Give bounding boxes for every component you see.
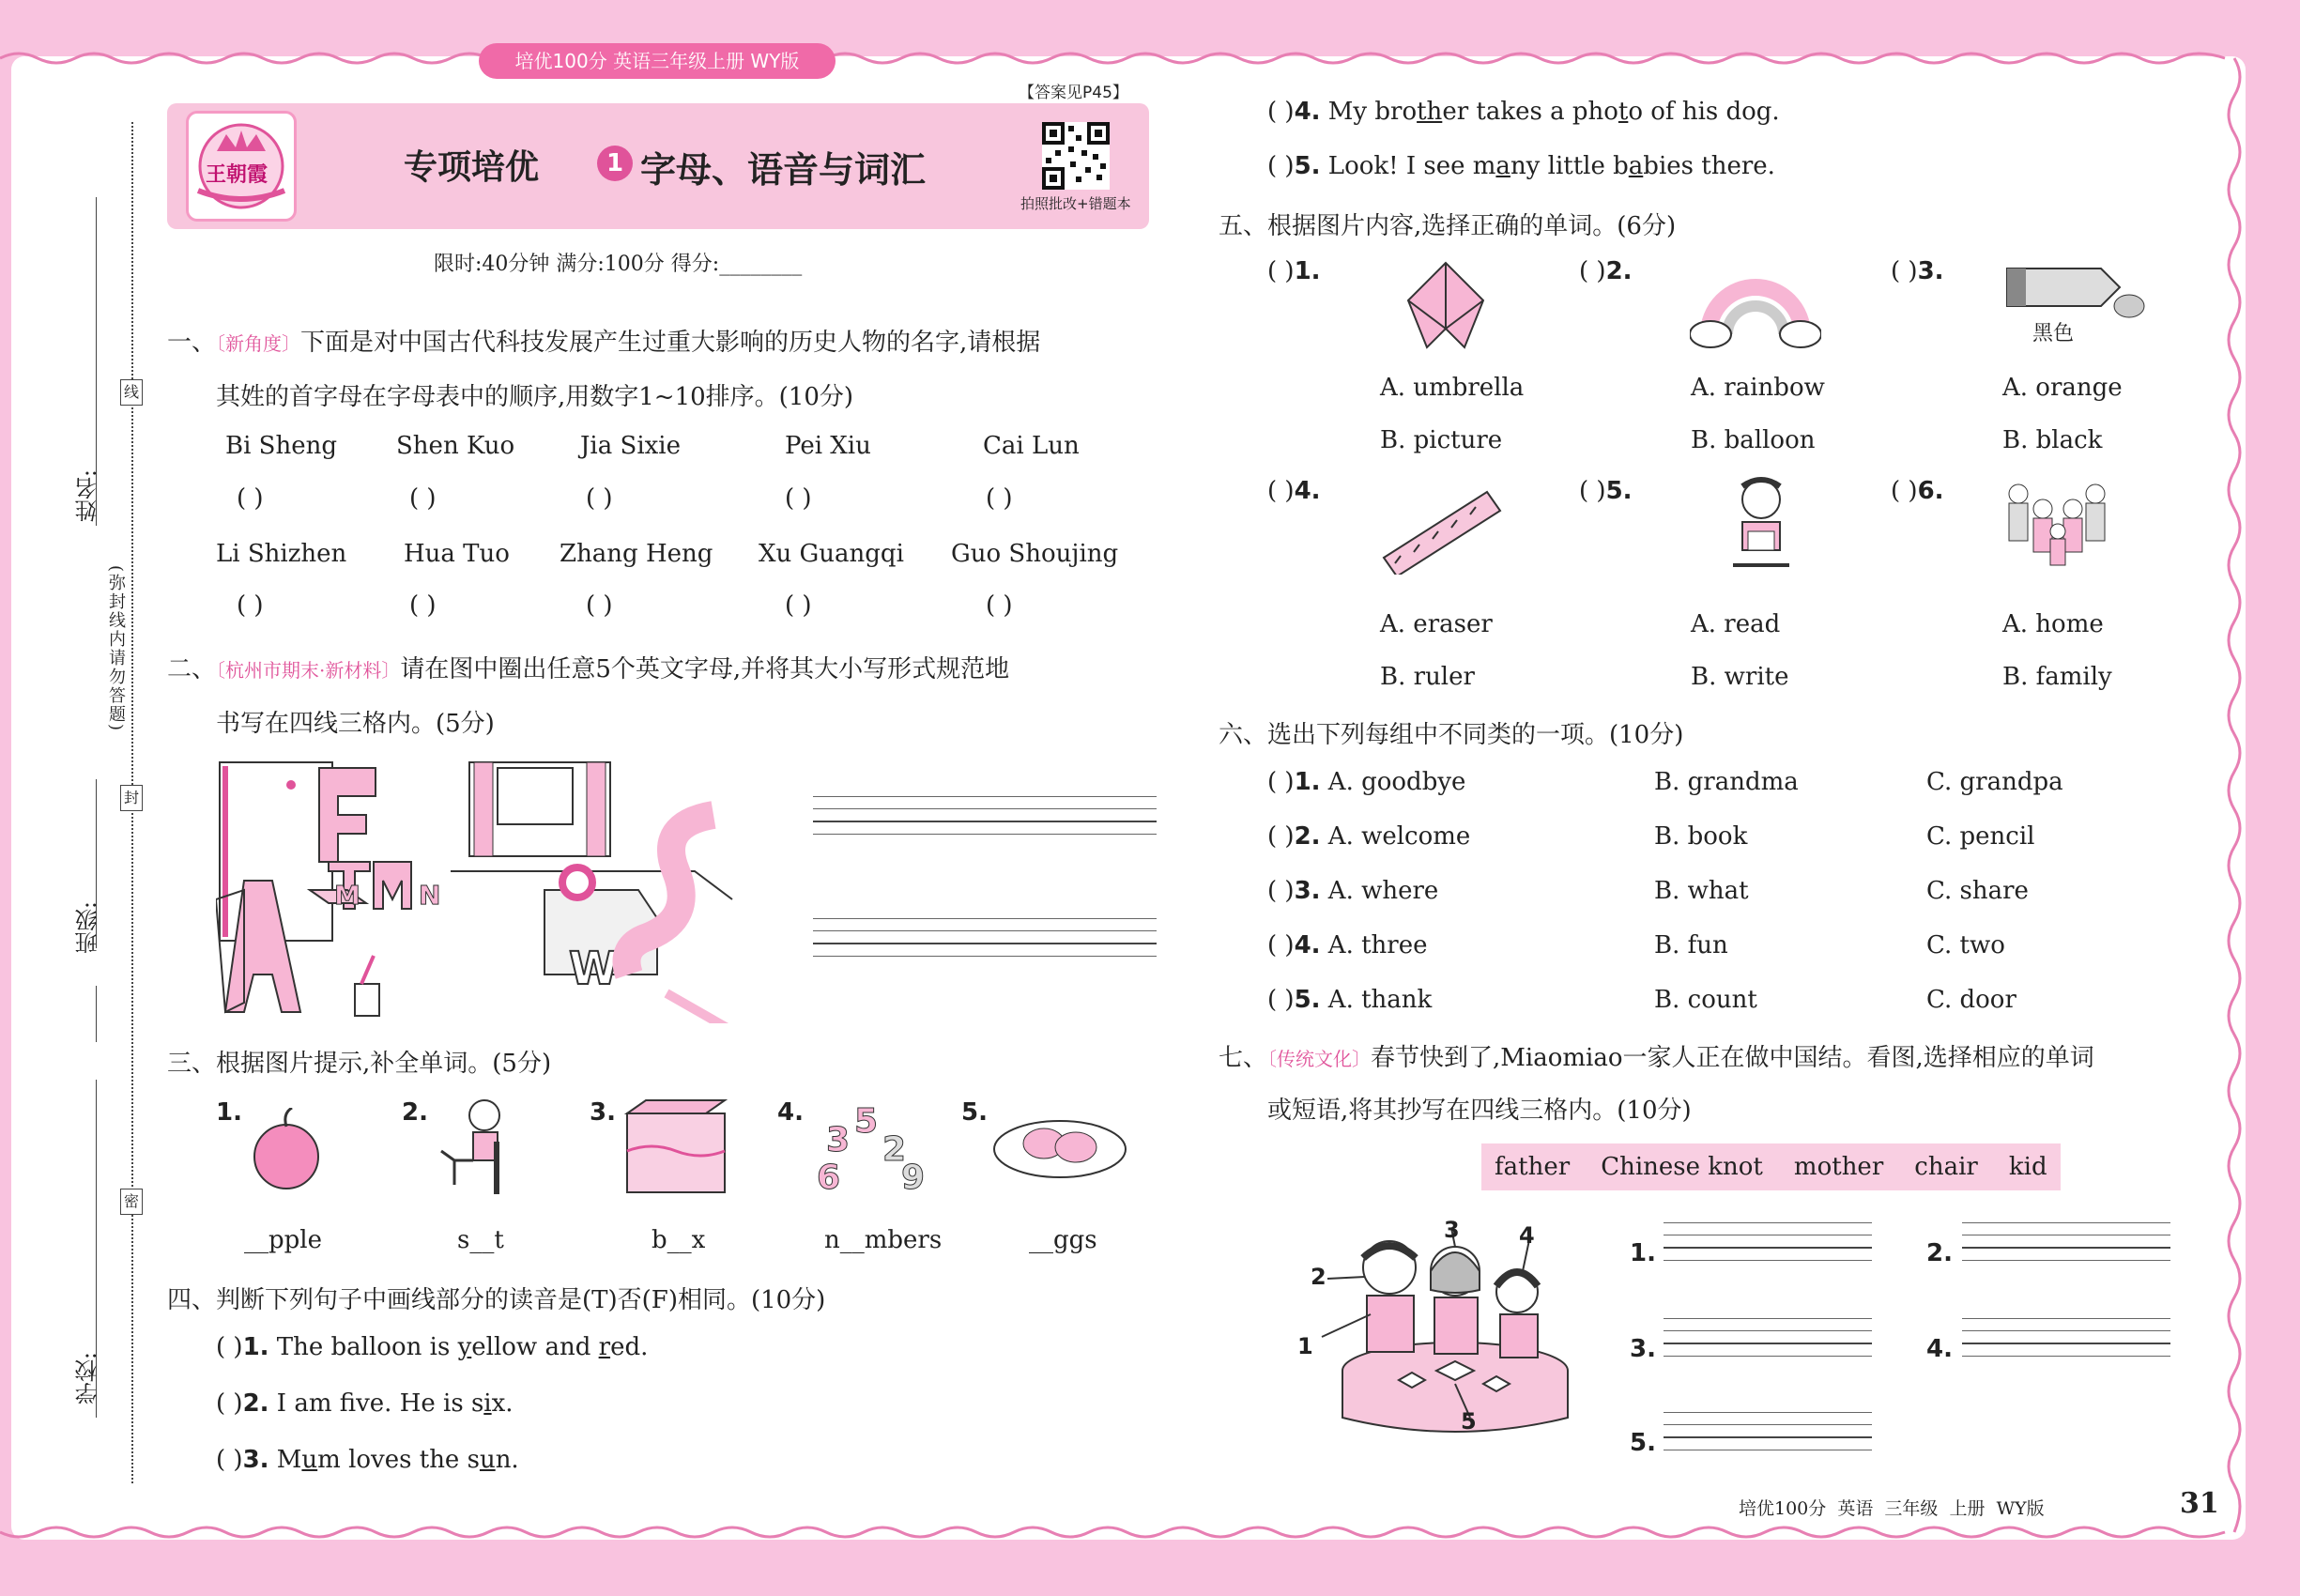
s1-name-9: Xu Guangqi [759,540,904,568]
s6-item-5-c: C. door [1926,986,2016,1014]
box-icon [620,1095,732,1198]
s7-num-1: 1. [1630,1239,1656,1267]
s4-answer-5[interactable]: ( ) [1267,152,1295,180]
binding-solid-line-4 [96,986,97,1042]
s5-answer-1[interactable]: ( ) [1267,257,1295,285]
s6-answer-3[interactable]: ( ) [1267,877,1295,905]
s2-writing-lines-1[interactable] [813,796,1157,846]
s7-callout-2: 2 [1311,1264,1326,1290]
s5-item-5-a: A. read [1691,610,1781,638]
s1-name-3: Jia Sixie [580,432,681,460]
s6-item-2-b: B. book [1654,822,1748,851]
qr-caption: 拍照批改+错题本 [1020,195,1131,212]
family-icon [1998,475,2120,578]
ruler-icon [1376,481,1508,575]
s6-item-3: ( )3. A. where [1267,877,1439,905]
apple-icon [244,1108,329,1192]
s5-item-3-num: ( )3. [1891,257,1944,285]
s1-answer-10[interactable]: ( ) [986,591,1013,620]
s3-heading: 三、根据图片提示,补全单词。(5分) [167,1050,552,1078]
s3-word-5[interactable]: __ggs [1029,1226,1097,1254]
s1-answer-2[interactable]: ( ) [409,484,437,513]
s5-answer-4[interactable]: ( ) [1267,477,1295,505]
family-chinese-knot-illustration [1296,1211,1577,1446]
s6-item-4: ( )4. A. three [1267,931,1428,959]
s5-item-6-num: ( )6. [1891,477,1944,505]
s7-num-4: 4. [1926,1335,1953,1363]
s6-item-2-c: C. pencil [1926,822,2035,851]
s3-word-1[interactable]: __pple [244,1226,322,1254]
s7-word-bank: father Chinese knot mother chair kid [1481,1143,2061,1190]
qr-code[interactable] [1042,122,1110,190]
header-badge: 培优100分 英语三年级上册 WY版 [479,43,836,79]
s7-callout-4: 4 [1519,1222,1535,1249]
s5-black-label: 黑色 [2032,322,2075,345]
title-pre: 专项培优 [404,148,540,187]
seal-mark: 封 [120,785,143,811]
s4-heading: 四、判断下列句子中画线部分的读音是(T)否(F)相同。(10分) [167,1286,826,1314]
s7-writing-lines-1[interactable] [1664,1222,1872,1272]
s5-item-4-b: B. ruler [1380,663,1475,691]
s1-name-7: Hua Tuo [404,540,510,568]
s3-num-3: 3. [590,1098,616,1127]
page-number: 31 [2180,1487,2219,1520]
binding-note: (弥封线内请勿答题) [106,565,126,733]
s6-answer-4[interactable]: ( ) [1267,931,1295,959]
s5-item-6-a: A. home [2002,610,2104,638]
s1-answer-3[interactable]: ( ) [586,484,613,513]
s7-writing-lines-5[interactable] [1664,1412,1872,1462]
s4-item-4: ( )4. My brother takes a photo of his dog. [1267,98,1780,126]
school-label: 学校: [75,1352,101,1405]
s2-writing-lines-2[interactable] [813,918,1157,968]
s5-item-5-b: B. write [1691,663,1789,691]
s1-answer-5[interactable]: ( ) [986,484,1013,513]
s1-heading: 一、〔新角度〕下面是对中国古代科技发展产生过重大影响的历史人物的名字,请根据 [167,329,1041,357]
s1-answer-8[interactable]: ( ) [586,591,613,620]
s7-callout-1: 1 [1297,1333,1313,1359]
s6-item-1-c: C. grandpa [1926,768,2063,796]
svg-text:2: 2 [882,1130,907,1169]
title-main: 字母、语音与词汇 [640,149,927,191]
numbers-icon [807,1095,939,1198]
s6-heading: 六、选出下列每组中不同类的一项。(10分) [1219,721,1684,749]
s7-heading-2: 或短语,将其抄写在四线三格内。(10分) [1267,1097,1692,1125]
svg-text:W: W [569,943,619,995]
s5-item-1-num: ( )1. [1267,257,1321,285]
sit-icon [432,1095,516,1198]
s4-answer-4[interactable]: ( ) [1267,98,1295,126]
s7-heading: 七、〔传统文化〕春节快到了,Miaomiao一家人正在做中国结。看图,选择相应的单词 [1219,1044,2094,1072]
s6-item-3-c: C. share [1926,877,2029,905]
s5-item-3-b: B. black [2002,426,2103,454]
s1-name-1: Bi Sheng [225,432,338,460]
s1-name-6: Li Shizhen [216,540,347,568]
s4-item-2: ( )2. I am fve. He is six. [216,1389,514,1418]
s7-writing-lines-2[interactable] [1962,1222,2170,1272]
s4-answer-2[interactable]: ( ) [216,1389,243,1418]
s5-item-4-num: ( )4. [1267,477,1321,505]
s6-item-5: ( )5. A. thank [1267,986,1433,1014]
svg-text:3: 3 [826,1121,851,1159]
name-label: 姓名: [75,469,101,523]
s6-answer-1[interactable]: ( ) [1267,768,1295,796]
s6-item-2: ( )2. A. welcome [1267,822,1471,851]
s3-num-2: 2. [402,1098,428,1127]
title-num-badge: 1 [597,146,633,181]
s7-num-2: 2. [1926,1239,1953,1267]
s4-answer-3[interactable]: ( ) [216,1446,243,1474]
s6-answer-5[interactable]: ( ) [1267,986,1295,1014]
footer-text: 培优100分 英语 三年级 上册 WY版 [1739,1498,2045,1519]
s5-item-1-b: B. picture [1380,426,1503,454]
s5-item-1-a: A. umbrella [1380,374,1525,402]
umbrella-icon [1380,259,1511,353]
s7-writing-lines-4[interactable] [1962,1318,2170,1368]
svg-text:M: M [334,880,360,911]
s7-num-5: 5. [1630,1429,1656,1457]
s1-answer-4[interactable]: ( ) [785,484,812,513]
s5-item-3-a: A. orange [2002,374,2123,402]
s1-name-8: Zhang Heng [560,540,713,568]
svg-text:9: 9 [901,1159,926,1197]
s5-answer-6[interactable]: ( ) [1891,477,1918,505]
s4-answer-1[interactable]: ( ) [216,1333,243,1361]
boy-reading-icon [1714,475,1808,578]
s4-item-5: ( )5. Look! I see many little babies there. [1267,152,1775,180]
s6-item-1: ( )1. A. goodbye [1267,768,1466,796]
s6-item-1-b: B. grandma [1654,768,1799,796]
s3-word-2[interactable]: s__t [457,1226,504,1254]
s5-answer-2[interactable]: ( ) [1579,257,1606,285]
s1-answer-6[interactable]: ( ) [237,591,264,620]
qr-code-icon [1042,122,1110,190]
s5-item-5-num: ( )5. [1579,477,1633,505]
eggs-icon [989,1106,1130,1181]
letters-room-illustration [216,759,779,1023]
s5-heading: 五、根据图片内容,选择正确的单词。(6分) [1219,212,1677,240]
s2-heading-2: 书写在四线三格内。(5分) [216,710,495,738]
s5-answer-3[interactable]: ( ) [1891,257,1918,285]
class-label: 班级: [75,901,101,955]
s3-word-4[interactable]: n__mbers [824,1226,943,1254]
s6-item-3-b: B. what [1654,877,1749,905]
limits-line: 限时:40分钟 满分:100分 得分:________ [434,253,803,276]
s7-callout-3: 3 [1444,1217,1460,1243]
s6-item-4-b: B. fun [1654,931,1728,959]
s5-item-6-b: B. family [2002,663,2112,691]
s1-name-10: Guo Shoujing [951,540,1119,568]
s1-name-2: Shen Kuo [396,432,515,460]
s1-answer-9[interactable]: ( ) [785,591,812,620]
rainbow-icon [1690,259,1821,353]
s7-num-3: 3. [1630,1335,1656,1363]
s7-callout-5: 5 [1461,1408,1477,1435]
s5-item-2-a: A. rainbow [1691,374,1825,402]
svg-text:6: 6 [817,1159,841,1197]
s5-item-2-b: B. balloon [1691,426,1816,454]
line-mark: 线 [120,379,143,406]
s6-item-5-b: B. count [1654,986,1757,1014]
s5-item-4-a: A. eraser [1380,610,1493,638]
s3-num-4: 4. [777,1098,804,1127]
s7-writing-lines-3[interactable] [1664,1318,1872,1368]
s1-heading-2: 其姓的首字母在字母表中的顺序,用数字1~10排序。(10分) [216,383,854,411]
s5-item-2-num: ( )2. [1579,257,1633,285]
svg-text:N: N [419,880,441,911]
s1-name-4: Pei Xiu [785,432,871,460]
s3-num-1: 1. [216,1098,242,1127]
s5-answer-5[interactable]: ( ) [1579,477,1606,505]
s3-num-5: 5. [961,1098,988,1127]
s1-name-5: Cai Lun [983,432,1080,460]
secret-mark: 密 [120,1189,143,1215]
s4-item-1: ( )1. The balloon is yellow and red. [216,1333,649,1361]
s6-item-4-c: C. two [1926,931,2005,959]
s1-answer-7[interactable]: ( ) [409,591,437,620]
s1-answer-1[interactable]: ( ) [237,484,264,513]
s6-answer-2[interactable]: ( ) [1267,822,1295,851]
s3-word-3[interactable]: b__x [652,1226,706,1254]
logo: 王朝霞 [186,111,297,222]
s4-item-3: ( )3. Mum loves the sun. [216,1446,519,1474]
answer-ref: 【答案见P45】 [1019,84,1128,102]
svg-text:5: 5 [854,1102,879,1141]
s2-heading: 二、〔杭州市期末·新材料〕请在图中圈出任意5个英文字母,并将其大小写形式规范地 [167,655,1010,683]
